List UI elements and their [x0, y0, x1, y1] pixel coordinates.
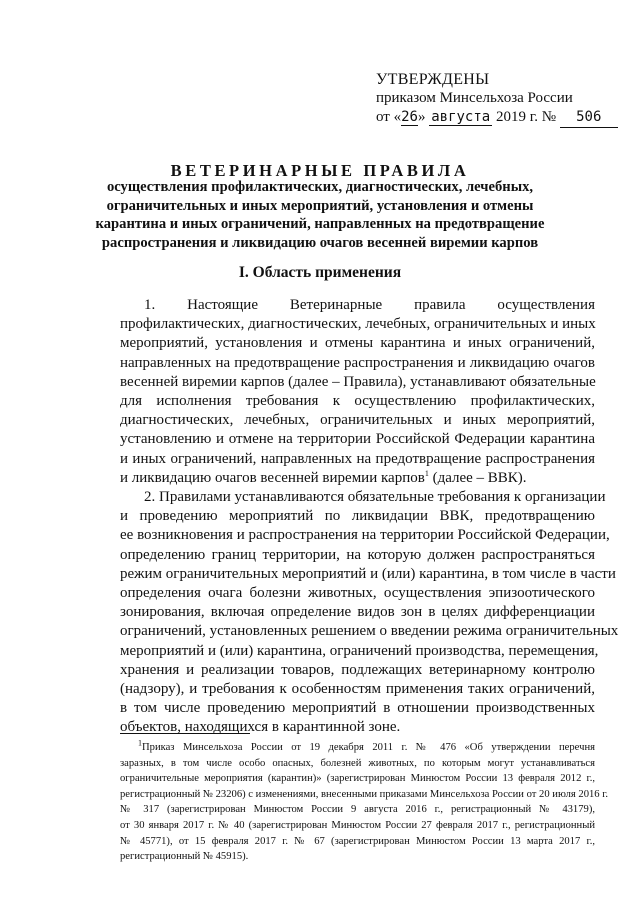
footnote-reference[interactable]: 1 [424, 468, 429, 478]
paragraph-1-line: 1. Настоящие Ветеринарные правила осуществления [144, 297, 595, 313]
date-month: августа [431, 109, 491, 125]
paragraph-1-line: и иных ограничений, направленных на предотвращение распространения [120, 450, 595, 467]
paragraph-1-line-tail: (далее – ВВК). [432, 469, 527, 486]
paragraph-1-last-line [120, 469, 595, 488]
document-subtitle [95, 178, 545, 252]
approval-title: УТВЕРЖДЕНЫ [376, 71, 490, 88]
paragraph-1-line: для исполнения требования к осуществлению профилактических, [120, 393, 595, 410]
paragraph-2-line: мероприятий и (или) карантина, ограничений производства, перемещения, [120, 642, 599, 659]
footnote-separator [120, 733, 250, 734]
paragraph-2-line: хранения и реализации товаров, подлежащих ветеринарному контролю [120, 661, 595, 678]
footnote-line: регистрационный № 45915). [120, 851, 249, 863]
section-heading: I. Область применения [238, 264, 402, 281]
approval-order-line: приказом Минсельхоза России [376, 90, 573, 106]
subtitle-line: осуществления профилактических, диагностических, лечебных, [106, 179, 534, 195]
footnote-first-line [120, 740, 595, 756]
paragraph-2-line: (надзору), и требования к особенностям применения таких ограничений, [120, 681, 595, 698]
footnote-line: Приказ Минсельхоза России от 19 декабря 2011 г. № 476 «Об утверждении перечня [142, 742, 595, 753]
approval-date-line [376, 108, 618, 128]
date-year: 2019 г. № [495, 109, 557, 125]
subtitle-line: распространения и ликвидацию очагов весенней виремии карпов [101, 234, 539, 251]
document-title: ВЕТЕРИНАРНЫЕ ПРАВИЛА [170, 161, 470, 180]
paragraph-2-line: объектов, находящихся в карантинной зоне. [120, 719, 401, 736]
order-number: 506 [560, 108, 618, 128]
paragraph-2-line: ограничений, установленных решением о введении режима ограничительных [120, 623, 619, 640]
paragraph-2-line: определения очага болезни животных, осуществления эпизоотического [120, 585, 595, 602]
paragraph-1-line: мероприятий, установления и отмены карантина и иных ограничений, [120, 335, 595, 352]
subtitle-line: карантина и иных ограничений, направленных на предотвращение [95, 216, 545, 232]
footnote-mark: 1 [138, 738, 142, 748]
paragraph-1-line: направленных на предотвращение распространения и ликвидацию очагов [120, 354, 595, 371]
paragraph-1-line: диагностических, лечебных, ограничительных и иных мероприятий, [120, 412, 595, 429]
footnote-line: ограничительные мероприятия (карантин)» (зарегистрирован Минюстом России 13 февраля 2012 г., [120, 773, 595, 785]
paragraph-1-line: весенней виремии карпов (далее – Правила), устанавливают обязательные [120, 373, 596, 390]
paragraph-2-line: режим ограничительных мероприятий и (или) карантина, в том числе в части [120, 565, 616, 582]
date-mid: » [417, 109, 426, 125]
date-prefix: от « [376, 109, 402, 125]
date-day: 26 [401, 109, 418, 125]
footnote-line: № 45771), от 15 февраля 2017 г. № 67 (зарегистрирован Минюстом России 13 марта 2017 г., [120, 835, 595, 847]
paragraph-1-line-text: и ликвидацию очагов весенней виремии карпов [120, 469, 425, 486]
paragraph-2-line: в том числе проведению мероприятий в отношении производственных [120, 700, 595, 717]
footnote-line: регистрационный № 23206) с изменениями, внесенными приказами Минсельхоза России от 20 июля 2016 г. [120, 788, 609, 800]
footnote-line: заразных, в том числе особо опасных, болезней животных, по которым могут устанавливаться [120, 757, 595, 769]
paragraph-2-line: и проведению мероприятий по ликвидации ВВК, предотвращению [120, 508, 595, 525]
paragraph-2-line: определению границ территории, на которую должен распространяться [120, 546, 595, 563]
paragraph-2-line: ее возникновения и распространения на территории Российской Федерации, [120, 527, 610, 544]
paragraph-2-line: зонирования, включая определение видов зон в целях дифференциации [120, 604, 595, 621]
approval-block [376, 70, 618, 128]
footnote-line: № 317 (зарегистрирован Минюстом России 9 августа 2016 г., регистрационный № 43179), [120, 804, 595, 816]
paragraph-1-line: установлению и отмене на территории Российской Федерации карантина [120, 431, 595, 448]
subtitle-line: ограничительных и иных мероприятий, установления и отмены [106, 197, 534, 214]
footnote-line: от 30 января 2017 г. № 40 (зарегистрирован Минюстом России 27 февраля 2017 г., регистрационный [120, 819, 595, 831]
footnote [120, 738, 609, 865]
paragraph-1-line: профилактических, диагностических, лечебных, ограничительных и иных [120, 316, 596, 333]
body-text [120, 296, 619, 738]
paragraph-2-line: 2. Правилами устанавливаются обязательные требования к организации [144, 489, 606, 506]
